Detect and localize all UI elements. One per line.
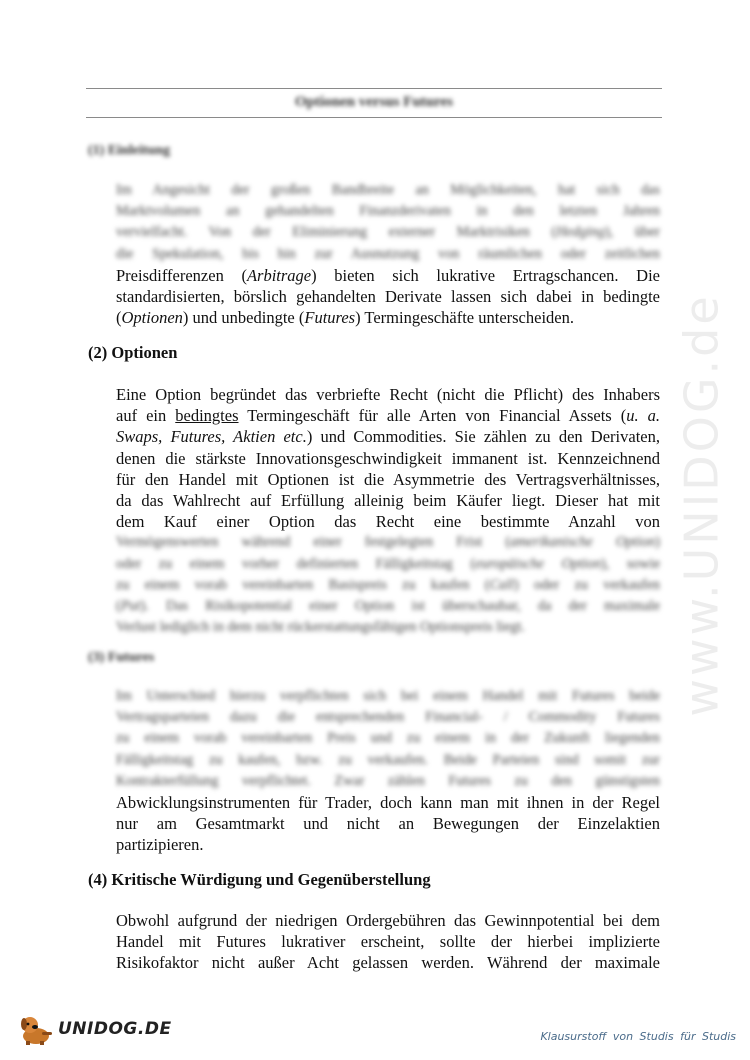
text-line: (Put). Das Risikopotential einer Option ist überschaubar, da der maximale (116, 597, 660, 614)
dog-icon (16, 1012, 56, 1046)
text-line: Risikofaktor nicht außer Acht gelassen werden. Während der maximale (116, 953, 660, 973)
text-line: Handel mit Futures lukrativer erscheint, sollte der hierbei implizierte (116, 932, 660, 952)
logo-text: UNIDOG.DE (58, 1019, 172, 1039)
page-title: Optionen versus Futures (294, 94, 454, 110)
text-line: Im Unterschied hierzu verpflichten sich bei einem Handel mit Futures beide (116, 688, 660, 704)
section-heading-futures: (3) Futures (88, 650, 155, 665)
text-line: standardisierten, börslich gehandelten Derivate lassen sich dabei in bedingte (116, 286, 660, 306)
text-line: partizipieren. (116, 835, 204, 855)
paragraph-kritische-wuerdigung (116, 910, 660, 974)
text-line: auf ein bedingtes Termingeschäft für alle Arten von Financial Assets (u. a. (116, 406, 661, 426)
section-heading-kritische-wuerdigung: (4) Kritische Würdigung und Gegenüberstellung (88, 870, 431, 889)
unidog-logo[interactable] (16, 1012, 172, 1046)
text-line: Swaps, Futures, Aktien etc.) und Commodities. Sie zählen zu den Derivaten, (116, 427, 660, 447)
text-line: Abwicklungsinstrumenten für Trader, doch kann man mit ihnen in der Regel (116, 792, 660, 812)
text-line: Marktvolumen an gehandelten Finanzderivaten in den letzten Jahren (116, 203, 660, 220)
text-line: Verlust lediglich in dem nicht rückerstattungsfähigen Optionspreis liegt. (116, 619, 525, 636)
title-rule-top (86, 88, 662, 89)
text-line: Preisdifferenzen (Arbitrage) bieten sich lukrative Ertragschancen. Die (116, 265, 660, 285)
section-heading-optionen: (2) Optionen (88, 343, 178, 362)
text-line: vervielfacht. Von der Eliminierung externer Marktrisiken (Hedging), über (116, 224, 660, 241)
watermark (672, 270, 732, 740)
title-rule-bottom (86, 117, 662, 118)
text-line: dem Kauf einer Option das Recht eine bestimmte Anzahl von (116, 512, 660, 532)
section-heading-einleitung: (1) Einleitung (88, 143, 171, 158)
text-line: Im Angesicht der großen Bandbreite an Möglichkeiten, hat sich das (116, 182, 660, 198)
paragraph-optionen (116, 384, 660, 638)
text-line: Obwohl aufgrund der niedrigen Ordergebühren das Gewinnpotential bei dem (116, 911, 660, 930)
text-line: nur am Gesamtmarkt und nicht an Bewegungen der Einzelaktien (116, 814, 660, 834)
text-line: denen die stärkste Innovationsgeschwindigkeit immanent ist. Kennzeichnend (116, 448, 660, 468)
text-line: da das Wahlrecht auf Erfüllung alleinig beim Käufer liegt. Dieser hat mit (116, 490, 660, 510)
text-line: Kontrakterfüllung verpflichtet. Zwar zählen Futures zu den günstigsten (116, 772, 660, 789)
text-line: Eine Option begründet das verbriefte Recht (nicht die Pflicht) des Inhabers (116, 385, 660, 404)
text-line: Vermögenswerten während einer festgelegten Frist (amerikanische Option) (116, 534, 660, 551)
paragraph-futures (116, 686, 660, 856)
footer-tagline: Klausurstoff von Studis für Studis (540, 1030, 736, 1043)
paragraph-einleitung (116, 180, 660, 328)
text-line: zu einem vorab vereinbarten Preis und zu einem in der Zukunft liegenden (116, 730, 660, 747)
text-line: Fälligkeitstag zu kaufen, bzw. zu verkaufen. Beide Parteien sind somit zur (116, 751, 660, 768)
text-line: Vertragsparteien dazu die entsprechenden Financial- / Commodity Futures (116, 709, 660, 726)
text-line: zu einem vorab vereinbarten Basispreis zu kaufen (Call) oder zu verkaufen (116, 576, 661, 593)
text-line: (Optionen) und unbedingte (Futures) Termingeschäfte unterscheiden. (116, 308, 574, 328)
watermark-text: www.UNIDOG.de (675, 293, 729, 717)
text-line: die Spekulation, bis hin zur Ausnutzung von räumlichen oder zeitlichen (116, 245, 660, 262)
text-line: oder zu einem vorher definierten Fälligkeitstag (europäische Option), sowie (116, 555, 661, 572)
text-line: für den Handel mit Optionen ist die Asymmetrie des Vertragsverhältnisses, (116, 469, 660, 489)
